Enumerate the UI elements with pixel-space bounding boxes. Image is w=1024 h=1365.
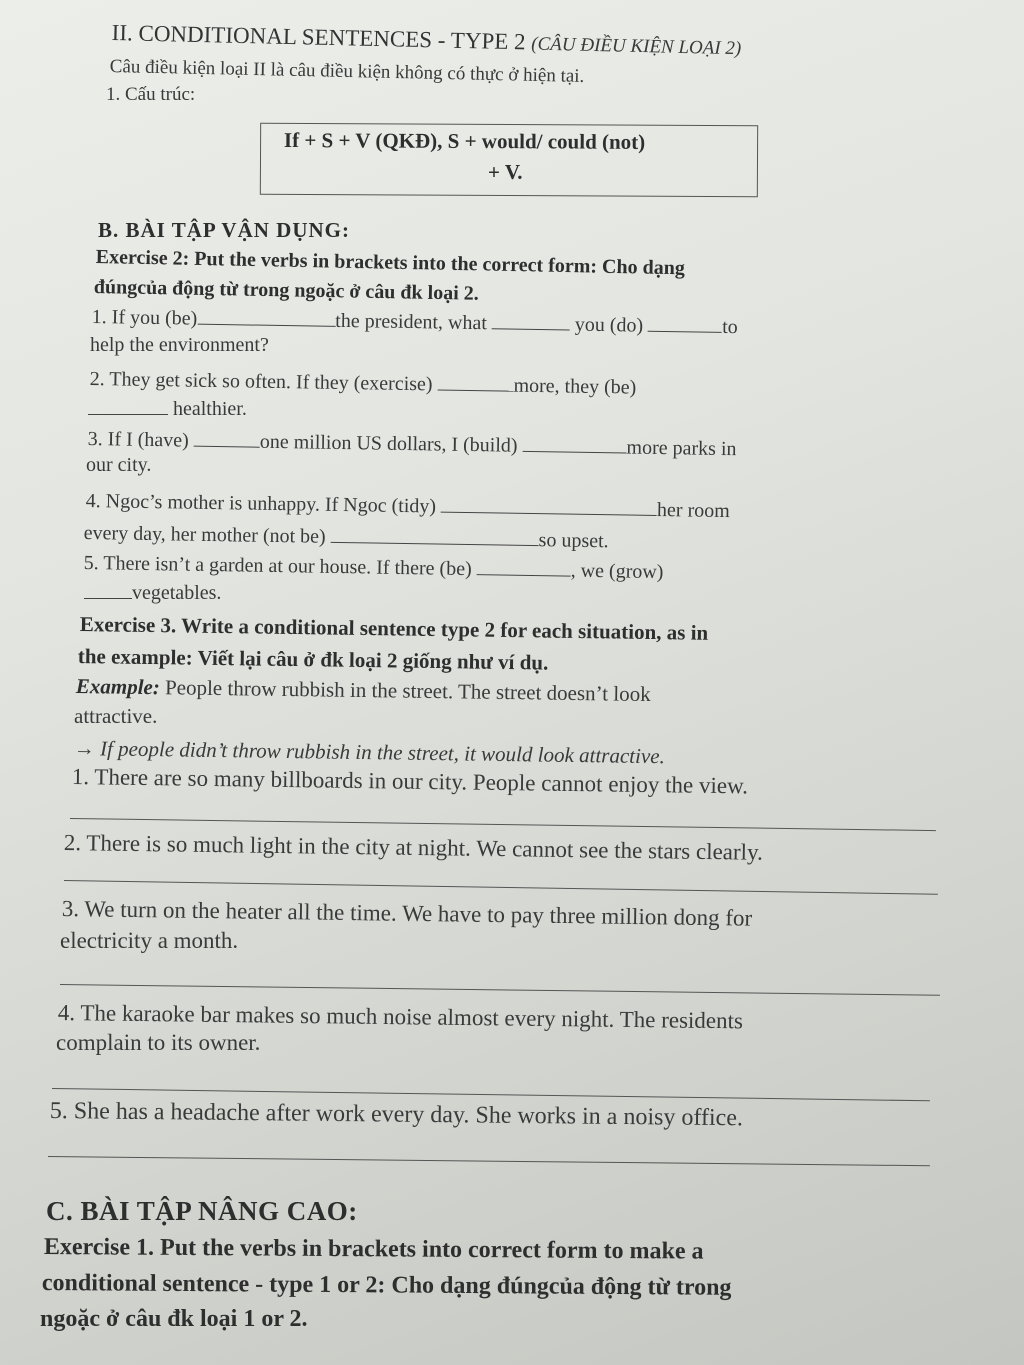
- sentence-5: 5. She has a headache after work every day. She works in a noisy office.: [49, 1098, 744, 1132]
- q4-text-a: 4. Ngoc’s mother is unhappy. If Ngoc (tidy): [85, 489, 437, 518]
- q3-blank-2[interactable]: [522, 431, 626, 454]
- q3-text-c: more parks in: [626, 436, 737, 461]
- q2-blank-1[interactable]: [437, 369, 513, 391]
- q4-text-b: her room: [656, 498, 730, 523]
- formula-line-2: + V.: [488, 160, 523, 184]
- q1-blank-2[interactable]: [492, 308, 570, 330]
- q3-text-a: 3. If I (have): [87, 427, 189, 452]
- q4-text-d: so upset.: [538, 529, 609, 553]
- exercise-3-title-cont: the example: Viết lại câu ở đk loại 2 giống như ví dụ.: [77, 644, 549, 675]
- sentence-1: 1. There are so many billboards in our city. People cannot enjoy the view.: [71, 764, 749, 799]
- section-b-title: B. BÀI TẬP VẬN DỤNG:: [98, 218, 351, 242]
- exercise-2-title: Exercise 2: Put the verbs in brackets into the correct form: Cho dạng: [95, 246, 686, 280]
- q2-text-a: 2. They get sick so often. If they (exercise): [89, 367, 433, 396]
- answer-line-2[interactable]: [64, 880, 938, 895]
- q4-text-c: every day, her mother (not be): [83, 521, 326, 548]
- section-title-vietnamese: (CÂU ĐIỀU KIỆN LOẠI 2): [531, 33, 742, 60]
- q1-text-a: 1. If you (be): [91, 305, 198, 330]
- answer-line-1[interactable]: [70, 818, 936, 831]
- exercise-1-title: Exercise 1. Put the verbs in brackets into correct form to make a: [43, 1234, 704, 1265]
- sentence-4-cont: complain to its owner.: [56, 1030, 261, 1055]
- example-answer: → If people didn’t throw rubbish in the street, it would look attractive.: [73, 736, 666, 769]
- q2-text-c: healthier.: [173, 398, 247, 420]
- sentence-2: 2. There is so much light in the city at night. We cannot see the stars clearly.: [63, 830, 763, 865]
- exercise-1-title-end: ngoặc ở câu đk loại 1 or 2.: [40, 1306, 308, 1332]
- q1-text-b: the president, what: [335, 309, 488, 335]
- q1-blank-3[interactable]: [648, 311, 722, 333]
- sentence-3-cont: electricity a month.: [60, 928, 239, 953]
- q2-blank-2[interactable]: [88, 394, 168, 415]
- answer-line-3[interactable]: [60, 984, 940, 996]
- question-3: [88, 424, 737, 461]
- section-c-title: C. BÀI TẬP NÂNG CAO:: [46, 1196, 358, 1226]
- section-title-main: II. CONDITIONAL SENTENCES - TYPE 2: [111, 20, 532, 55]
- structure-label: 1. Cấu trúc:: [106, 84, 196, 105]
- q2-text-b: more, they (be): [513, 374, 637, 399]
- example-cont: attractive.: [74, 704, 158, 728]
- exercise-1-title-cont: conditional sentence - type 1 or 2: Cho dạng đúngcủa động từ trong: [41, 1270, 732, 1301]
- section-title: [111, 20, 741, 60]
- question-3-cont: our city.: [86, 454, 152, 476]
- exercise-3-title: Exercise 3. Write a conditional sentence type 2 for each situation, as in: [79, 612, 709, 645]
- q4-blank-2[interactable]: [331, 522, 539, 546]
- q1-text-c: you (do): [574, 313, 644, 337]
- formula-line-1: If + S + V (QKĐ), S + would/ could (not): [283, 128, 646, 154]
- example-label: Example:: [75, 674, 160, 700]
- question-1-cont: help the environment?: [90, 334, 269, 356]
- sentence-4: 4. The karaoke bar makes so much noise almost every night. The residents: [57, 1000, 744, 1034]
- q4-blank-1[interactable]: [441, 492, 657, 516]
- q1-blank-1[interactable]: [197, 304, 335, 327]
- q5-blank-2[interactable]: [84, 578, 132, 599]
- q5-text-c: vegetables.: [132, 582, 222, 604]
- question-4: [86, 486, 730, 523]
- q3-blank-1[interactable]: [194, 426, 260, 448]
- example: [76, 674, 651, 707]
- question-5-cont: [84, 578, 221, 605]
- exercise-2-title-cont: đúngcủa động từ trong ngoặc ở câu đk loại 2.: [93, 276, 479, 305]
- q1-text-d: to: [721, 315, 738, 339]
- q3-text-b: one million US dollars, I (build): [259, 430, 518, 457]
- sentence-3: 3. We turn on the heater all the time. We have to pay three million dong for: [61, 896, 753, 931]
- section-subtitle: Câu điều kiện loại II là câu điều kiện không có thực ở hiện tại.: [109, 56, 585, 87]
- question-4-cont: [84, 518, 609, 553]
- question-2-cont: [88, 394, 247, 421]
- example-text: People throw rubbish in the street. The street doesn’t look: [159, 675, 651, 707]
- q5-blank-1[interactable]: [477, 554, 571, 576]
- answer-line-5[interactable]: [48, 1156, 930, 1166]
- q5-text-b: , we (grow): [570, 559, 664, 584]
- q5-text-a: 5. There isn’t a garden at our house. If there (be): [83, 551, 472, 581]
